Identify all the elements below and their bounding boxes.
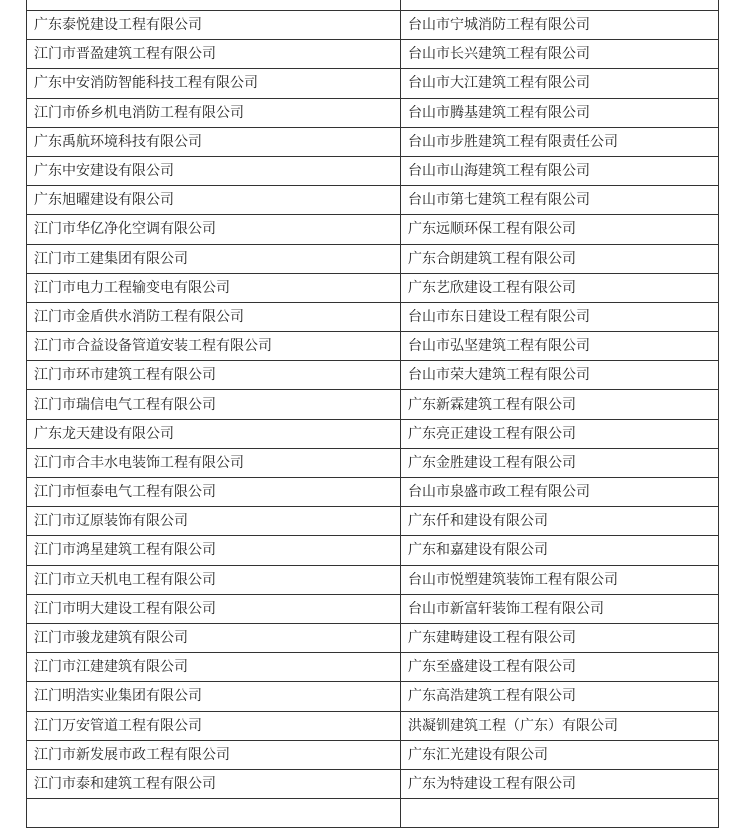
- table-row: [27, 186, 719, 215]
- table-cell: [401, 799, 719, 828]
- table-row: [27, 536, 719, 565]
- table-row: [27, 98, 719, 127]
- table-cell: 江门市晋盈建筑工程有限公司: [27, 40, 401, 69]
- table-row: [27, 156, 719, 185]
- table-cell: 江门市合益设备管道安装工程有限公司: [27, 332, 401, 361]
- table-cell: 广东金胜建设工程有限公司: [401, 448, 719, 477]
- table-row: [27, 127, 719, 156]
- table-row: [27, 623, 719, 652]
- table-row: [27, 419, 719, 448]
- table-cell: 广东禹航环境科技有限公司: [27, 127, 401, 156]
- table-cell: 台山市步胜建筑工程有限责任公司: [401, 127, 719, 156]
- table-cell: 广东仟和建设有限公司: [401, 507, 719, 536]
- table-row: [27, 740, 719, 769]
- table-row: [27, 244, 719, 273]
- table-cell: 广东建畴建设工程有限公司: [401, 623, 719, 652]
- table-cell: 台山市东日建设工程有限公司: [401, 302, 719, 331]
- table-cell: 江门市明大建设工程有限公司: [27, 594, 401, 623]
- table-cell: 广东新霖建筑工程有限公司: [401, 390, 719, 419]
- table-row: [27, 11, 719, 40]
- table-row: [27, 390, 719, 419]
- table-cell: 江门市合丰水电装饰工程有限公司: [27, 448, 401, 477]
- table-row: [27, 682, 719, 711]
- table-row: [27, 361, 719, 390]
- table-cell: 江门市新发展市政工程有限公司: [27, 740, 401, 769]
- table-row: [27, 448, 719, 477]
- table-cell: 广东中安消防智能科技工程有限公司: [27, 69, 401, 98]
- table-cell: [401, 0, 719, 11]
- table-cell: 台山市荣大建筑工程有限公司: [401, 361, 719, 390]
- table-cell: [27, 0, 401, 11]
- table-cell: 广东中安建设有限公司: [27, 156, 401, 185]
- table-cell: 江门市立天机电工程有限公司: [27, 565, 401, 594]
- table-row: [27, 799, 719, 828]
- table-row: [27, 40, 719, 69]
- company-table: [26, 0, 719, 828]
- table-cell: 广东亮正建设工程有限公司: [401, 419, 719, 448]
- table-cell: 江门市辽原装饰有限公司: [27, 507, 401, 536]
- table-cell: 台山市泉盛市政工程有限公司: [401, 478, 719, 507]
- table-cell: 广东汇光建设有限公司: [401, 740, 719, 769]
- table-cell: [27, 799, 401, 828]
- table-row: [27, 507, 719, 536]
- table-cell: 江门市金盾供水消防工程有限公司: [27, 302, 401, 331]
- company-table-wrapper: [26, 0, 718, 828]
- table-cell: 江门市环市建筑工程有限公司: [27, 361, 401, 390]
- table-row: [27, 711, 719, 740]
- table-cell: 广东旭曜建设有限公司: [27, 186, 401, 215]
- table-cell: 广东龙天建设有限公司: [27, 419, 401, 448]
- table-cell: 台山市第七建筑工程有限公司: [401, 186, 719, 215]
- table-cell: 广东艺欣建设工程有限公司: [401, 273, 719, 302]
- table-cell: 洪凝钏建筑工程（广东）有限公司: [401, 711, 719, 740]
- table-cell: 台山市大江建筑工程有限公司: [401, 69, 719, 98]
- table-row: [27, 565, 719, 594]
- table-cell: 广东远顺环保工程有限公司: [401, 215, 719, 244]
- table-row: [27, 273, 719, 302]
- table-cell: 广东泰悦建设工程有限公司: [27, 11, 401, 40]
- table-row: [27, 478, 719, 507]
- table-cell: 江门市电力工程输变电有限公司: [27, 273, 401, 302]
- table-row: [27, 0, 719, 11]
- table-cell: 台山市山海建筑工程有限公司: [401, 156, 719, 185]
- table-cell: 台山市腾基建筑工程有限公司: [401, 98, 719, 127]
- table-cell: 台山市长兴建筑工程有限公司: [401, 40, 719, 69]
- table-cell: 江门市泰和建筑工程有限公司: [27, 769, 401, 798]
- table-cell: 台山市宁城消防工程有限公司: [401, 11, 719, 40]
- table-row: [27, 302, 719, 331]
- table-cell: 江门明浩实业集团有限公司: [27, 682, 401, 711]
- table-row: [27, 332, 719, 361]
- table-cell: 江门万安管道工程有限公司: [27, 711, 401, 740]
- table-cell: 台山市弘坚建筑工程有限公司: [401, 332, 719, 361]
- table-cell: 江门市恒泰电气工程有限公司: [27, 478, 401, 507]
- table-row: [27, 653, 719, 682]
- table-row: [27, 215, 719, 244]
- table-cell: 台山市新富轩装饰工程有限公司: [401, 594, 719, 623]
- table-cell: 广东为特建设工程有限公司: [401, 769, 719, 798]
- table-row: [27, 69, 719, 98]
- table-cell: 江门市侨乡机电消防工程有限公司: [27, 98, 401, 127]
- table-cell: 江门市工建集团有限公司: [27, 244, 401, 273]
- table-row: [27, 769, 719, 798]
- table-row: [27, 594, 719, 623]
- table-cell: 江门市骏龙建筑有限公司: [27, 623, 401, 652]
- table-cell: 江门市鸿星建筑工程有限公司: [27, 536, 401, 565]
- table-cell: 江门市江建建筑有限公司: [27, 653, 401, 682]
- table-cell: 台山市悦塑建筑装饰工程有限公司: [401, 565, 719, 594]
- table-cell: 广东合朗建筑工程有限公司: [401, 244, 719, 273]
- table-cell: 江门市瑞信电气工程有限公司: [27, 390, 401, 419]
- table-cell: 广东高浩建筑工程有限公司: [401, 682, 719, 711]
- table-cell: 江门市华亿净化空调有限公司: [27, 215, 401, 244]
- table-cell: 广东至盛建设工程有限公司: [401, 653, 719, 682]
- table-cell: 广东和嘉建设有限公司: [401, 536, 719, 565]
